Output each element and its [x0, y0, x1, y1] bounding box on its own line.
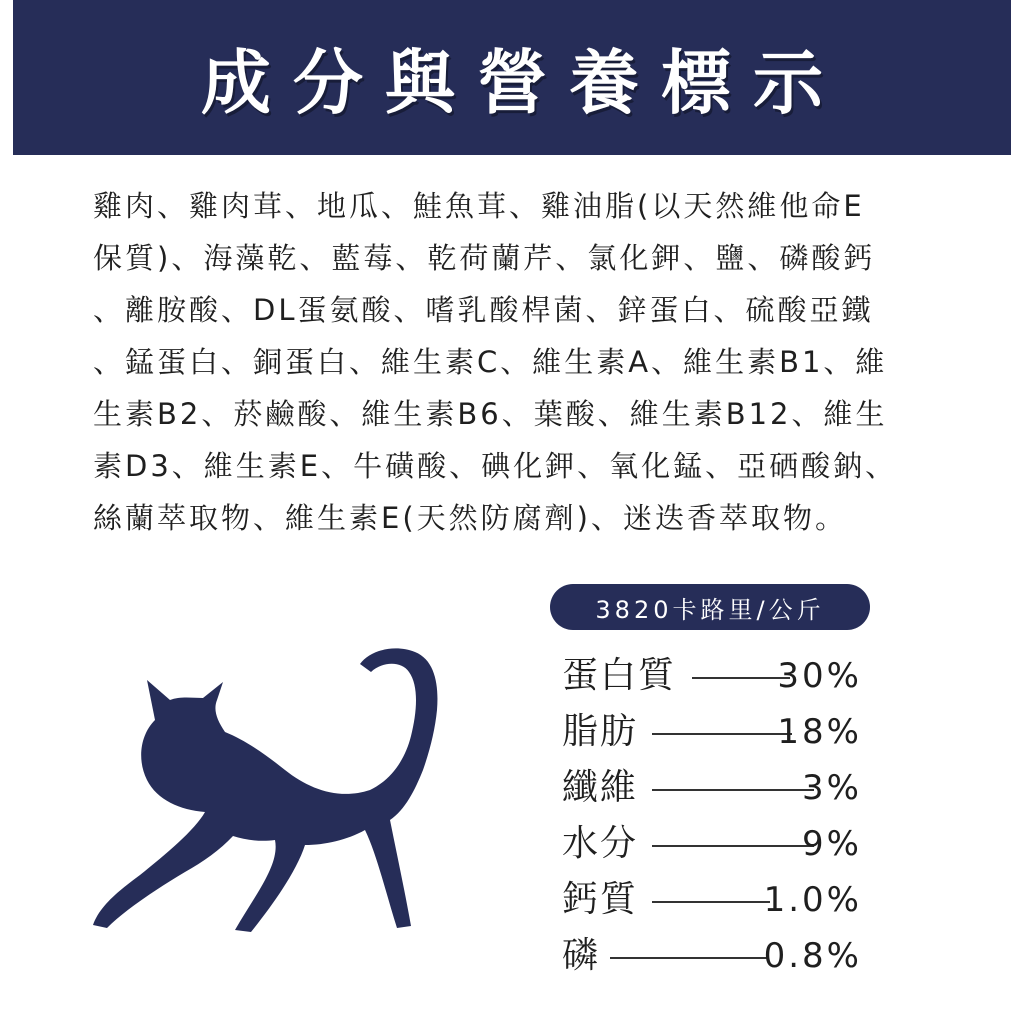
nutrient-row-calcium — [562, 877, 868, 923]
nutrient-leader-line — [652, 789, 814, 791]
ingredients-list — [93, 180, 953, 544]
nutrient-leader-line — [652, 733, 792, 735]
nutrient-value: 9% — [802, 824, 862, 864]
nutrient-name: 磷 — [562, 935, 601, 976]
nutrient-value: 30% — [777, 656, 862, 696]
nutrient-leader-line — [652, 845, 814, 847]
ingredients-line: 雞肉、雞肉茸、地瓜、鮭魚茸、雞油脂(以天然維他命E — [93, 189, 865, 223]
nutrient-value: 0.8% — [763, 936, 862, 976]
nutrient-row-moisture — [562, 821, 868, 867]
nutrient-leader-line — [610, 957, 768, 959]
ingredients-line: 、離胺酸、DL蛋氨酸、嗜乳酸桿菌、鋅蛋白、硫酸亞鐵 — [93, 293, 874, 327]
ingredients-line: 保質)、海藻乾、藍莓、乾荷蘭芹、氯化鉀、鹽、磷酸鈣 — [93, 241, 876, 275]
ingredients-line: 、錳蛋白、銅蛋白、維生素C、維生素A、維生素B1、維 — [93, 345, 888, 379]
header-banner — [13, 0, 1011, 155]
calorie-badge: 3820卡路里/公斤 — [550, 584, 870, 630]
nutrient-name: 蛋白質 — [562, 655, 677, 696]
cat-silhouette-icon — [85, 640, 465, 940]
nutrient-row-protein — [562, 653, 868, 699]
nutrient-row-phosphorus — [562, 933, 868, 979]
ingredients-line: 絲蘭萃取物、維生素E(天然防腐劑)、迷迭香萃取物。 — [93, 501, 847, 535]
nutrient-name: 鈣質 — [562, 879, 639, 920]
nutrient-leader-line — [692, 677, 790, 679]
ingredients-line: 生素B2、菸鹼酸、維生素B6、葉酸、維生素B12、維生 — [93, 397, 888, 431]
nutrient-row-fiber — [562, 765, 868, 811]
nutrient-name: 脂肪 — [562, 711, 639, 752]
nutrient-leader-line — [652, 901, 770, 903]
nutrient-value: 3% — [802, 768, 862, 808]
nutrient-name: 水分 — [562, 823, 639, 864]
nutrient-name: 纖維 — [562, 767, 639, 808]
nutrient-value: 18% — [777, 712, 862, 752]
nutrient-value: 1.0% — [763, 880, 862, 920]
ingredients-line: 素D3、維生素E、牛磺酸、碘化鉀、氧化錳、亞硒酸鈉、 — [93, 449, 898, 483]
nutrient-row-fat — [562, 709, 868, 755]
page-title: 成分與營養標示 — [201, 42, 845, 124]
